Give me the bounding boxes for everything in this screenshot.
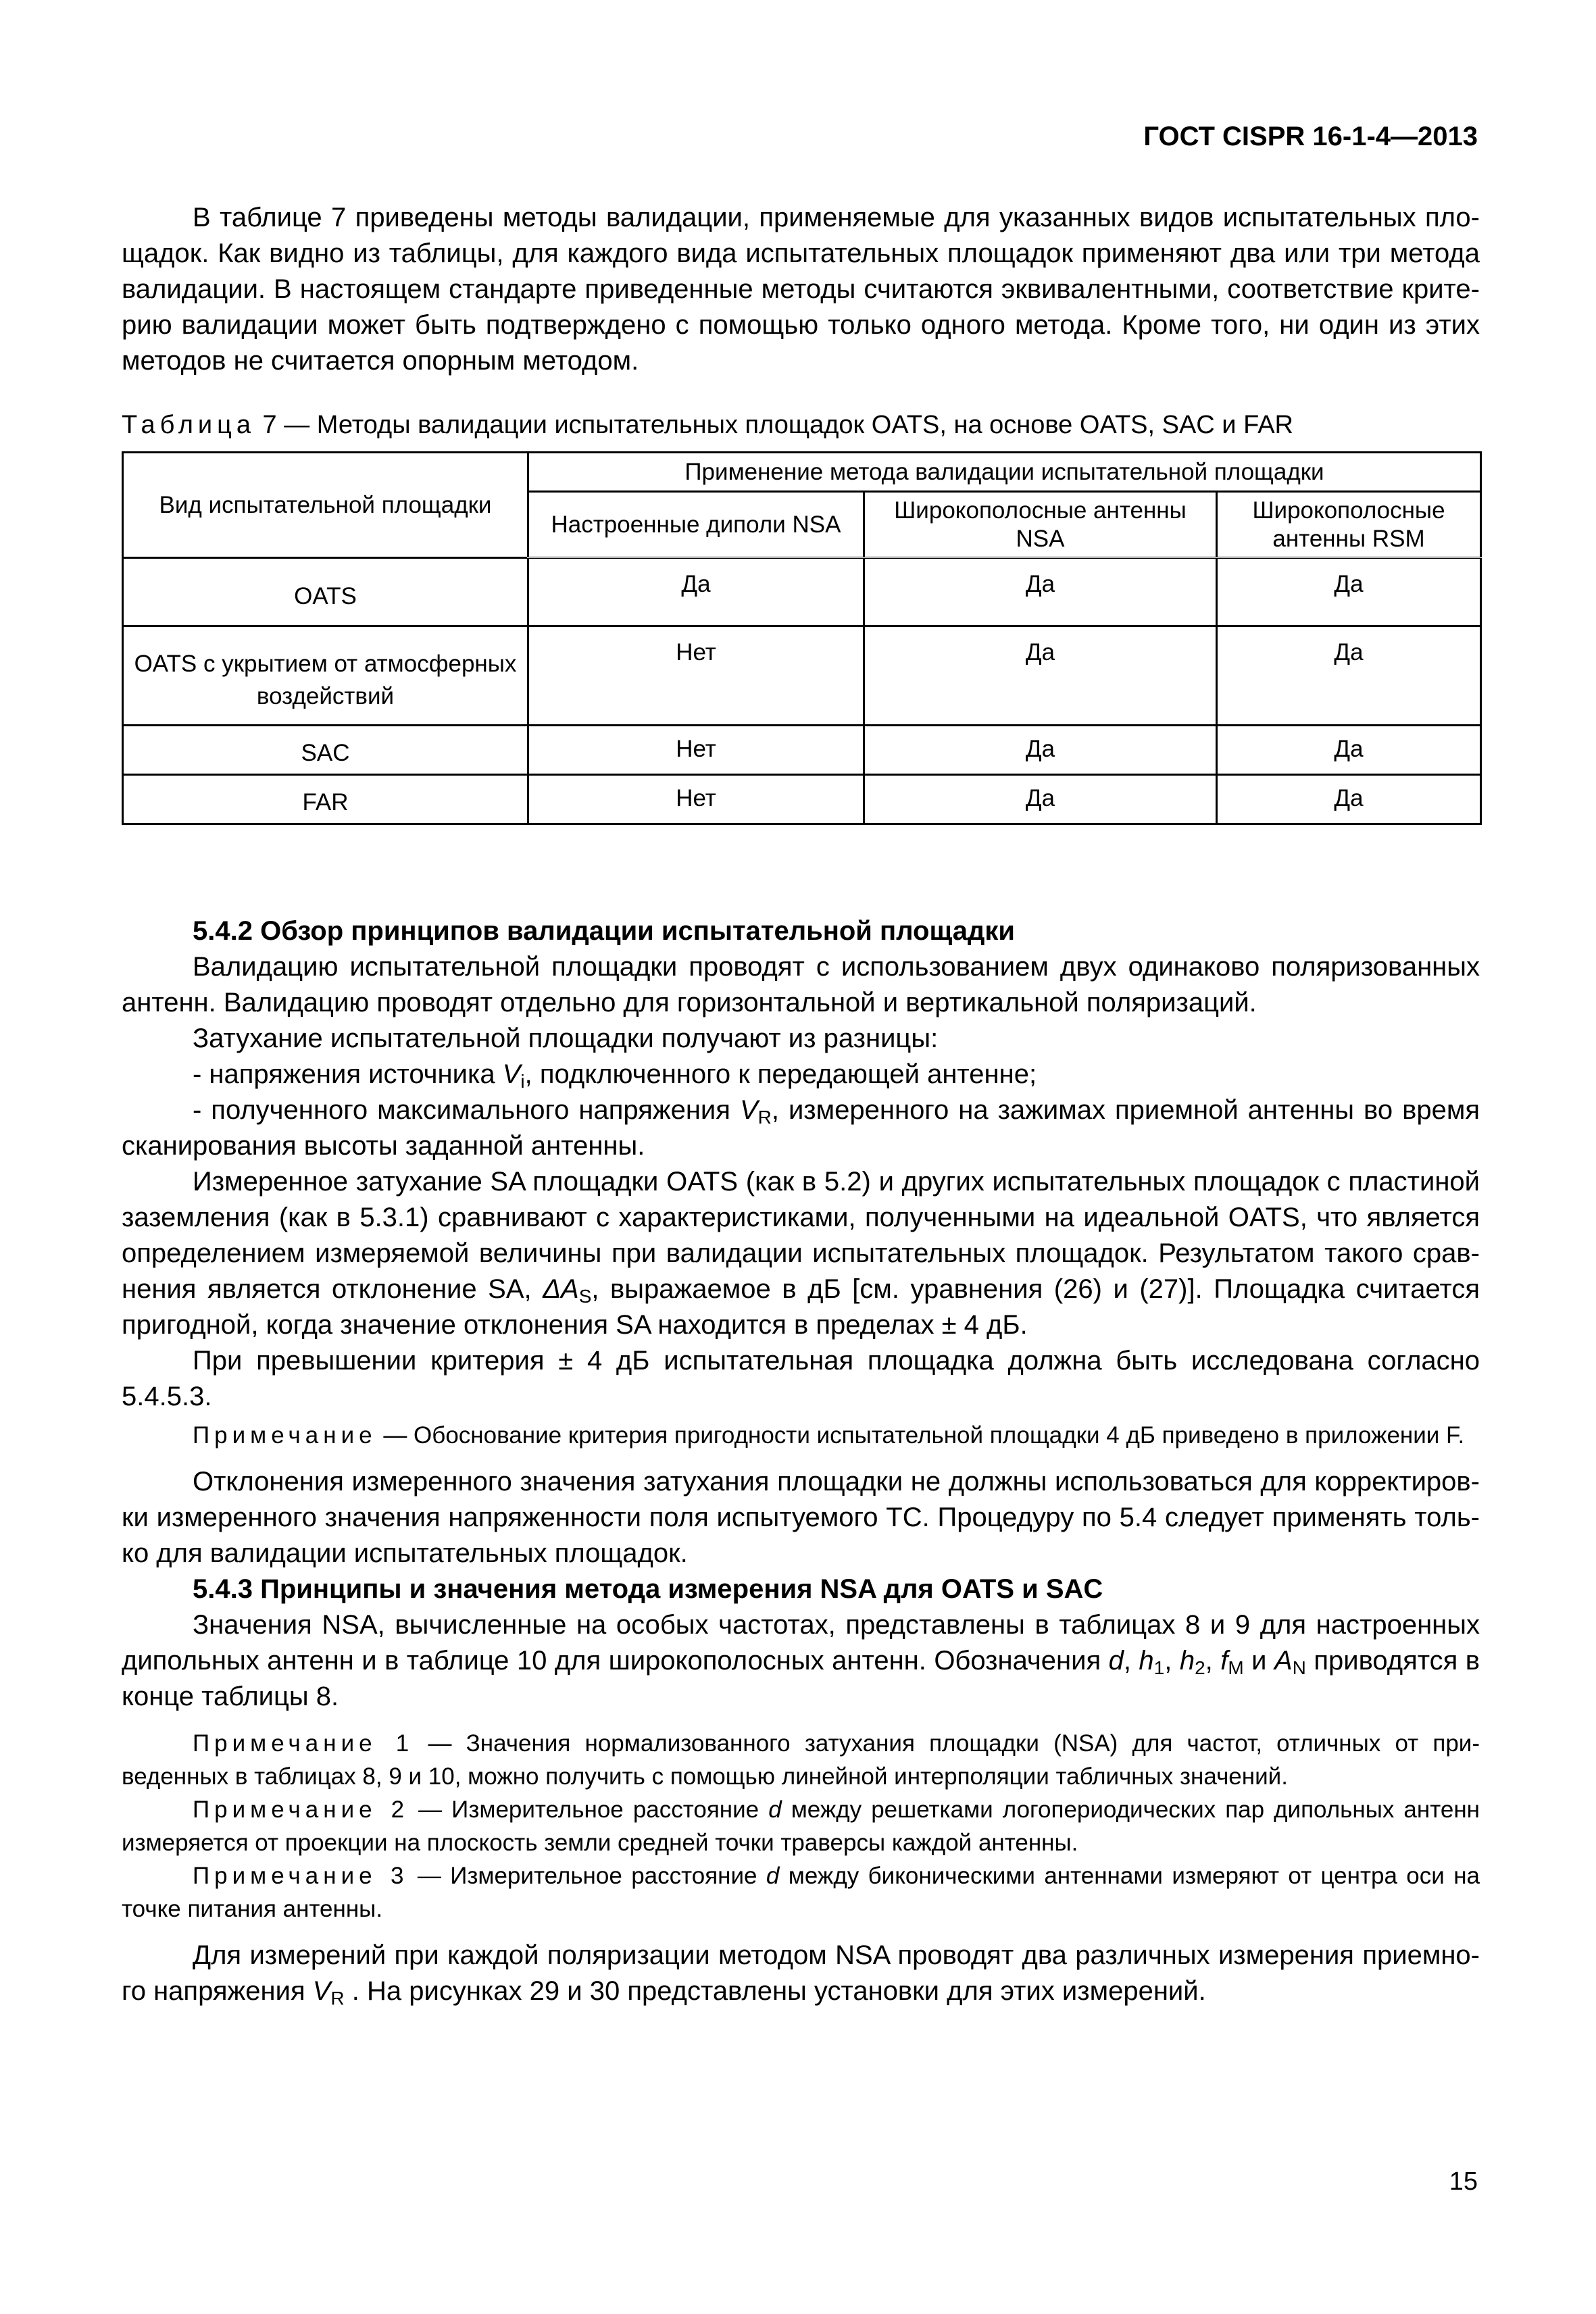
text-run: - напряжения источника [193, 1059, 503, 1089]
subscript: i [520, 1071, 525, 1092]
cell-value: Да [864, 558, 1217, 626]
paragraph [122, 1938, 1480, 2009]
list-item [122, 1057, 1480, 1092]
text-run: - полученного максимального напряжения [193, 1095, 740, 1125]
table-caption-label: Таблица [122, 411, 255, 439]
table-row [123, 626, 1481, 726]
cell-site: FAR [123, 775, 528, 824]
table-caption [122, 411, 1480, 440]
cell-value: Нет [528, 775, 864, 824]
cell-value: Да [1217, 626, 1481, 726]
variable: V [502, 1059, 521, 1089]
table-row [123, 726, 1481, 775]
variable: V [312, 1976, 331, 2006]
intro-paragraph: В таблице 7 приведены методы валидации, применяемые для указанных видов испытательных площадок. Как видно из таблицы, для каждого вида испытательных площадок применяют два или три метода валидации. В настоящем стандарте приведенные методы считаются эквивалентными, соответствие критерию валидации может быть подтверждено с помощью только одного метода. Кроме того, ни один из этих методов не считается опорным методом. [122, 203, 1480, 376]
note-label: Примечание 1 [193, 1730, 414, 1757]
note [122, 1419, 1480, 1452]
cell-value: Да [528, 558, 864, 626]
cell-value: Нет [528, 626, 864, 726]
cell-site: OATS с укрытием от атмосферных воздействий [123, 626, 528, 726]
variable: d [768, 1796, 782, 1823]
paragraph: Отклонения измеренного значения затухания площадки не должны использоваться для корректировки измеренного значения напряженности поля испытуемого ТС. Процедуру по 5.4 следует применять только для валидации испытательных площадок. [122, 1467, 1480, 1568]
col-header-broadband-rsm: Широкополосные антенны RSM [1217, 492, 1481, 558]
table-caption-text: 7 — Методы валидации испытательных площадок OATS, на основе OATS, SAC и FAR [255, 411, 1293, 439]
subscript: N [1292, 1657, 1306, 1678]
paragraph [122, 1607, 1480, 1715]
note-label: Примечание 3 [193, 1863, 409, 1889]
col-header-tuned-dipoles: Настроенные диполи NSA [528, 492, 864, 558]
note [122, 1859, 1480, 1926]
paragraph [122, 1164, 1480, 1343]
text-run: Измеренное затухание SA площадки OATS (как в 5.2) и других испытательных площадок с пластиной заземления (как в 5.3.1) сравнивают с характеристиками, полученными на идеальной OATS, что является определением измеряемой величины при валидации испытательных площадок. Результатом такого сравнения является отклонение SA, [122, 1167, 1480, 1304]
cell-site: SAC [123, 726, 528, 775]
table-row [123, 775, 1481, 824]
col-header-broadband-nsa: Широкополосные антенны NSA [864, 492, 1217, 558]
variable: ΔA [543, 1274, 579, 1304]
table-row [123, 558, 1481, 626]
page-number: 15 [1449, 2167, 1478, 2196]
cell-value: Нет [528, 726, 864, 775]
subscript: M [1228, 1657, 1244, 1678]
section-5-4-2 [122, 913, 1480, 2009]
cell-site: OATS [123, 558, 528, 626]
note-text: — Измерительное расстояние [408, 1863, 766, 1889]
paragraph: Валидацию испытательной площадки проводят с использованием двух одинаково поляризованных антенн. Валидацию проводят отдельно для горизонтальной и вертикальной поляризаций. [122, 952, 1480, 1017]
variable: f [1220, 1646, 1228, 1676]
note-text: — Значения нормализованного затухания площадки (NSA) для частот, отличных от приведенных в таблицах 8, 9 и 10, можно получить с помощью линейной интерполяции табличных значений. [122, 1730, 1480, 1790]
col-header-site-type: Вид испытательной площадки [123, 453, 528, 558]
text-run: , выражаемое в дБ [см. уравнения (26) и (27)]. Площадка считается пригодной, когда значение отклонения SA находится в пределах ± 4 дБ. [122, 1274, 1480, 1340]
note-text: между биконическими антеннами измеряют от центра оси на точке питания антенны. [122, 1863, 1480, 1922]
text-run: , [1205, 1646, 1221, 1676]
note-label: Примечание 2 [193, 1796, 409, 1823]
note [122, 1793, 1480, 1859]
text-run: и [1243, 1646, 1274, 1676]
variable: V [739, 1095, 758, 1125]
col-header-group: Применение метода валидации испытательной площадки [528, 453, 1481, 492]
cell-value: Да [864, 775, 1217, 824]
variable: A [1274, 1646, 1293, 1676]
section-heading: 5.4.3 Принципы и значения метода измерения NSA для OATS и SAC [193, 1574, 1103, 1604]
variable: h [1179, 1646, 1195, 1676]
text-run: , измеренного на зажимах приемной антенны во время сканирования высоты заданной антенны. [122, 1095, 1480, 1161]
cell-value: Да [1217, 558, 1481, 626]
list-item [122, 1092, 1480, 1164]
cell-value: Да [864, 726, 1217, 775]
subscript: R [757, 1107, 772, 1128]
cell-value: Да [864, 626, 1217, 726]
variable: d [766, 1863, 780, 1889]
paragraph: Затухание испытательной площадки получают из разницы: [193, 1024, 939, 1053]
text-run: , [1123, 1646, 1139, 1676]
text-run: . На рисунках 29 и 30 представлены установки для этих измерений. [344, 1976, 1206, 2006]
text-run: , подключенного к передающей антенне; [524, 1059, 1037, 1089]
cell-value: Да [1217, 775, 1481, 824]
variable: d [1108, 1646, 1124, 1676]
section-heading: 5.4.2 Обзор принципов валидации испытательной площадки [193, 916, 1015, 946]
note-text: между решетками логопериодических пар дипольных антенн измеряется от проекции на плоскость земли средней точки траверсы каждой антенны. [122, 1796, 1480, 1856]
text-run: Для измерений при каждой поляризации методом NSA проводят два различных измерения приемного напряжения [122, 1940, 1480, 2006]
variable: h [1139, 1646, 1154, 1676]
subscript: R [330, 1988, 345, 2009]
document-code: ГОСТ CISPR 16-1-4—2013 [1143, 122, 1478, 151]
note-text: — Измерительное расстояние [409, 1796, 769, 1823]
note [122, 1727, 1480, 1793]
note-label: Примечание [193, 1422, 377, 1449]
note-text: — Обоснование критерия пригодности испытательной площадки 4 дБ приведено в приложении F. [376, 1422, 1465, 1449]
subscript: 1 [1153, 1657, 1165, 1678]
subscript: 2 [1195, 1657, 1205, 1678]
text-run: Значения NSA, вычисленные на особых частотах, представлены в таблицах 8 и 9 для настроенных дипольных антенн и в таблице 10 для широкополосных антенн. Обозначения [122, 1610, 1480, 1676]
text-run: приводятся в конце таблицы 8. [122, 1646, 1480, 1711]
text-run: , [1164, 1646, 1180, 1676]
intro-block [122, 200, 1480, 379]
subscript: S [578, 1286, 592, 1307]
paragraph: При превышении критерия ± 4 дБ испытательная площадка должна быть исследована согласно 5.4.5.3. [122, 1346, 1480, 1411]
validation-methods-table [122, 451, 1482, 825]
cell-value: Да [1217, 726, 1481, 775]
